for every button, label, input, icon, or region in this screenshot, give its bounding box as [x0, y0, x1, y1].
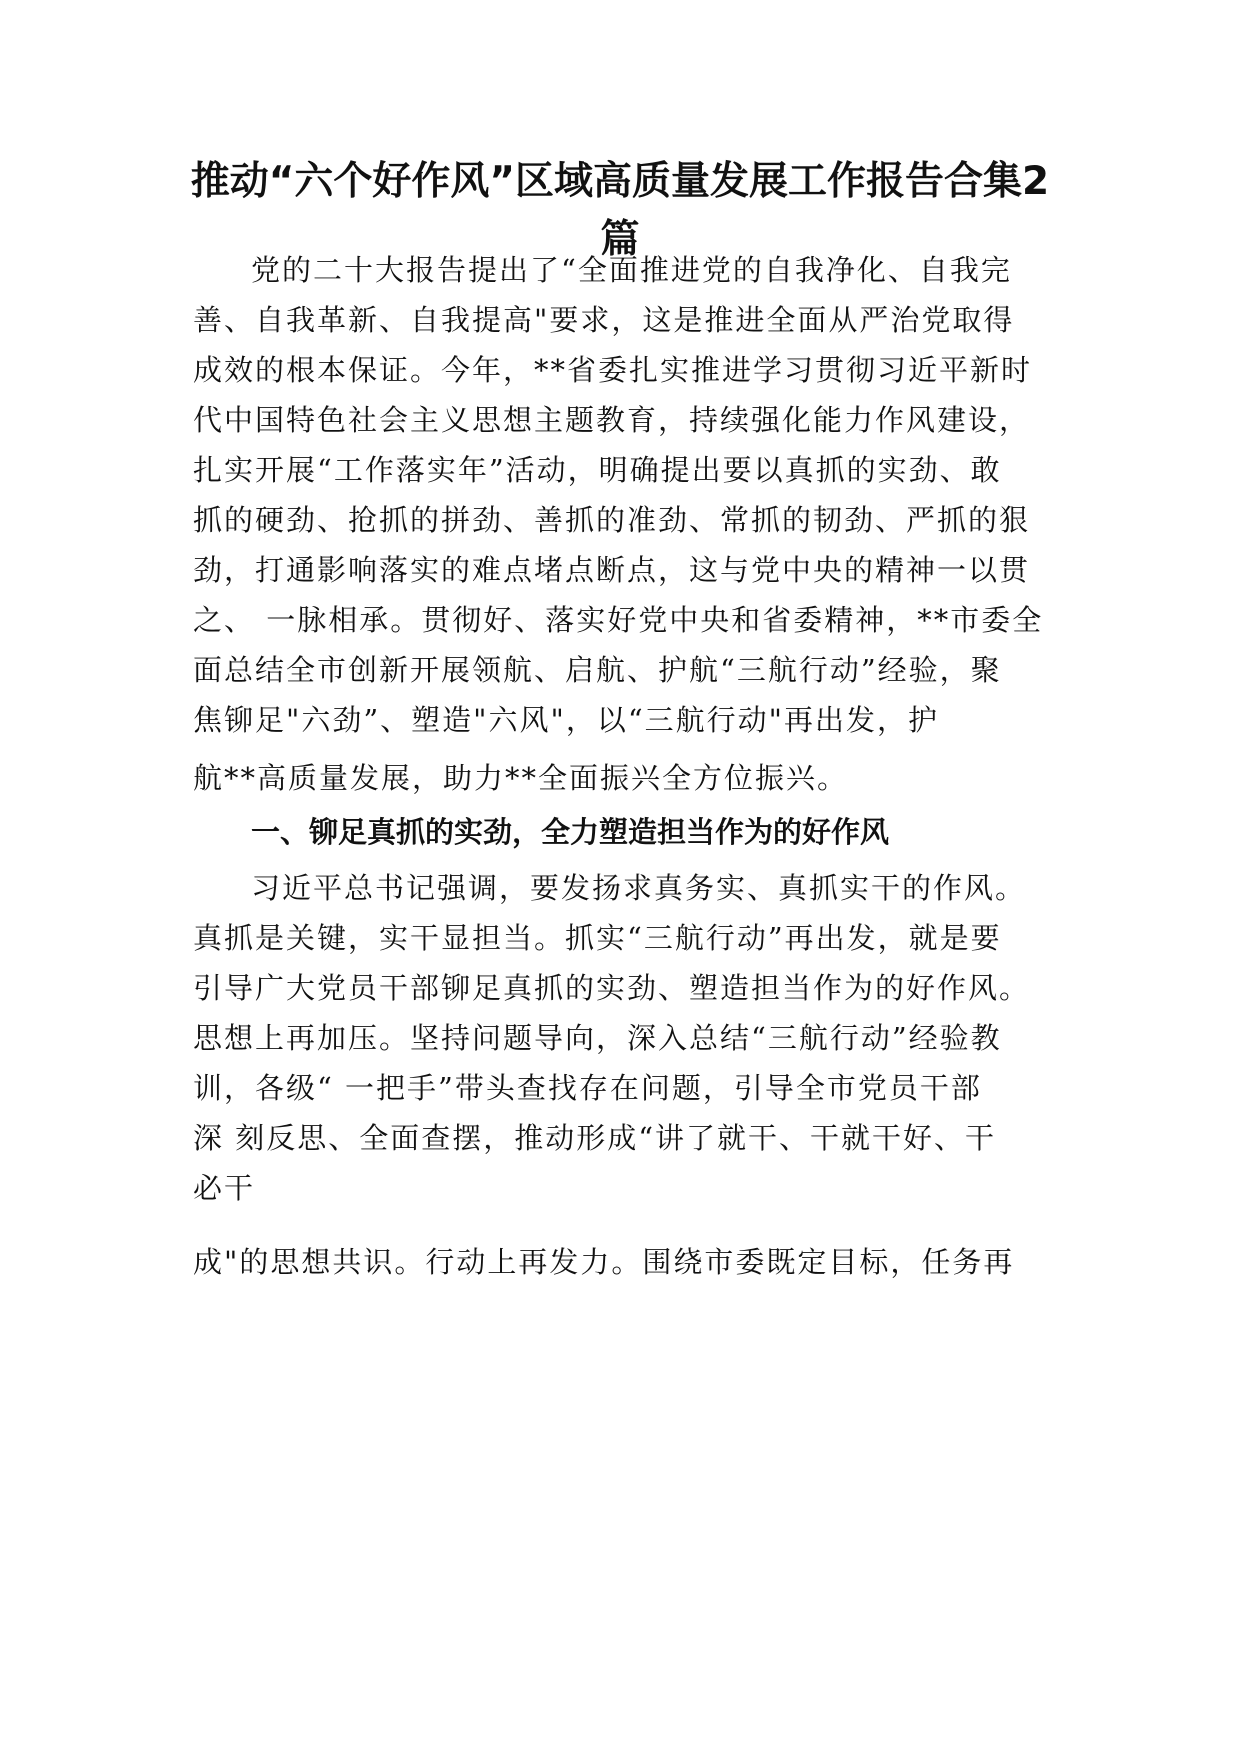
section-line: 训，各级“ 一把手”带头查找存在问题，引导全市党员干部: [193, 1071, 982, 1105]
intro-line: 劲，打通影响落实的难点堵点断点，这与党中央的精神一以贯: [193, 553, 1031, 587]
section-line: 必干: [193, 1171, 256, 1205]
intro-line: 成效的根本保证。今年，**省委扎实推进学习贯彻习近平新时: [193, 353, 1033, 387]
section-line: 深 刻反思、全面查摆，推动形成“讲了就干、干就干好、干: [193, 1121, 997, 1155]
intro-line: 党的二十大报告提出了“全面推进党的自我净化、自我完: [251, 253, 1012, 287]
document-title-continued: 篇: [600, 217, 640, 262]
section-line: 真抓是关键，实干显担当。抓实“三航行动”再出发，就是要: [193, 921, 1002, 955]
intro-line: 代中国特色社会主义思想主题教育，持续强化能力作风建设，: [193, 403, 1031, 437]
section-line: 成"的思想共识。行动上再发力。围绕市委既定目标，任务再: [193, 1245, 1015, 1279]
intro-line: 善、自我革新、自我提高"要求，这是推进全面从严治党取得: [193, 303, 1015, 337]
intro-line: 面总结全市创新开展领航、启航、护航“三航行动”经验，聚: [193, 653, 1002, 687]
section-heading: 一、铆足真抓的实劲，全力塑造担当作为的好作风: [251, 815, 890, 849]
section-line: 习近平总书记强调，要发扬求真务实、真抓实干的作风。: [251, 871, 1027, 905]
intro-line: 抓的硬劲、抢抓的拼劲、善抓的准劲、常抓的韧劲、严抓的狠: [193, 503, 1031, 537]
intro-line: 扎实开展“工作落实年”活动，明确提出要以真抓的实劲、敢: [193, 453, 1002, 487]
section-line: 引导广大党员干部铆足真抓的实劲、塑造担当作为的好作风。: [193, 971, 1031, 1005]
document-title: 推动“六个好作风”区域高质量发展工作报告合集2: [190, 159, 1050, 204]
intro-line: 航**高质量发展，助力**全面振兴全方位振兴。: [193, 761, 849, 795]
intro-line: 焦铆足"六劲”、塑造"六风"，以“三航行动"再出发，护: [193, 703, 940, 737]
section-line: 思想上再加压。坚持问题导向，深入总结“三航行动”经验教: [193, 1021, 1002, 1055]
intro-line: 之、 一脉相承。贯彻好、落实好党中央和省委精神，**市委全: [193, 603, 1044, 637]
